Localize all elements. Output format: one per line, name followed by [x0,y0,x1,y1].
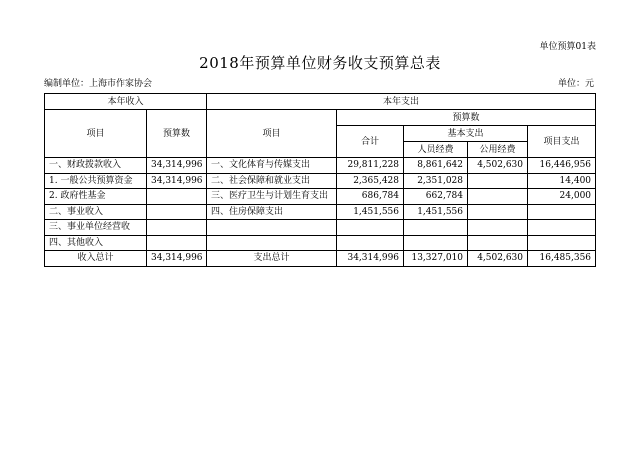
public-cell [468,204,528,220]
header-row-groups [45,94,596,110]
personnel-cell [404,220,468,236]
expense-item-cell: 三、医疗卫生与计划生育支出 [207,189,337,205]
project-cell: 16,446,956 [528,158,596,174]
income-item-cell: 1. 一般公共预算资金 [45,173,147,189]
table-row [45,204,596,220]
expense-item-cell: 二、社会保障和就业支出 [207,173,337,189]
table-row [45,173,596,189]
personnel-cell: 1,451,556 [404,204,468,220]
project-cell: 24,000 [528,189,596,205]
expense-total-amount: 34,314,996 [337,251,404,267]
project-cell [528,235,596,251]
total-cell [337,220,404,236]
budget-group-header: 预算数 [337,110,596,126]
expense-item-cell: 一、文化体育与传媒支出 [207,158,337,174]
income-amount-cell [147,189,207,205]
public-cell [468,235,528,251]
table-row [45,158,596,174]
public-cell [468,220,528,236]
total-cell: 2,365,428 [337,173,404,189]
total-cell: 29,811,228 [337,158,404,174]
expense-group-header: 本年支出 [207,94,596,110]
income-item-cell: 2. 政府性基金 [45,189,147,205]
income-item-cell: 四、其他收入 [45,235,147,251]
public-total: 4,502,630 [468,251,528,267]
project-expense-header: 项目支出 [528,126,596,158]
personnel-cell: 662,784 [404,189,468,205]
income-item-cell: 三、事业单位经营收 [45,220,147,236]
personnel-total: 13,327,010 [404,251,468,267]
total-cell: 686,784 [337,189,404,205]
form-code: 单位预算01表 [539,42,596,52]
income-amount-cell: 34,314,996 [147,173,207,189]
total-header: 合计 [337,126,404,158]
expense-item-cell [207,235,337,251]
income-total-amount: 34,314,996 [147,251,207,267]
personnel-cell: 8,861,642 [404,158,468,174]
income-amount-cell [147,235,207,251]
income-amount-cell [147,220,207,236]
expense-item-cell: 四、住房保障支出 [207,204,337,220]
preparing-unit: 编制单位：上海市作家协会 [44,79,153,89]
table-row [45,220,596,236]
expense-item-cell [207,220,337,236]
table-row [45,235,596,251]
budget-summary-table [44,93,596,267]
income-amount-cell [147,204,207,220]
project-cell [528,204,596,220]
income-item-header: 项目 [45,110,147,158]
header-row-budget [45,110,596,126]
project-cell [528,220,596,236]
personnel-cell: 2,351,028 [404,173,468,189]
personnel-cell [404,235,468,251]
currency-unit: 单位：元 [557,79,594,89]
totals-row [45,251,596,267]
income-amount-cell: 34,314,996 [147,158,207,174]
income-group-header: 本年收入 [45,94,207,110]
page-title: 2018年预算单位财务收支预算总表 [199,54,441,72]
total-cell [337,235,404,251]
personnel-header: 人员经费 [404,142,468,158]
income-item-cell: 一、财政拨款收入 [45,158,147,174]
public-header: 公用经费 [468,142,528,158]
expense-total-label: 支出总计 [207,251,337,267]
table-row [45,189,596,205]
project-cell: 14,400 [528,173,596,189]
income-total-label: 收入总计 [45,251,147,267]
project-total: 16,485,356 [528,251,596,267]
expense-item-header: 项目 [207,110,337,158]
income-amount-header: 预算数 [147,110,207,158]
public-cell [468,189,528,205]
public-cell [468,173,528,189]
income-item-cell: 二、事业收入 [45,204,147,220]
public-cell: 4,502,630 [468,158,528,174]
total-cell: 1,451,556 [337,204,404,220]
basic-expense-header: 基本支出 [404,126,528,142]
